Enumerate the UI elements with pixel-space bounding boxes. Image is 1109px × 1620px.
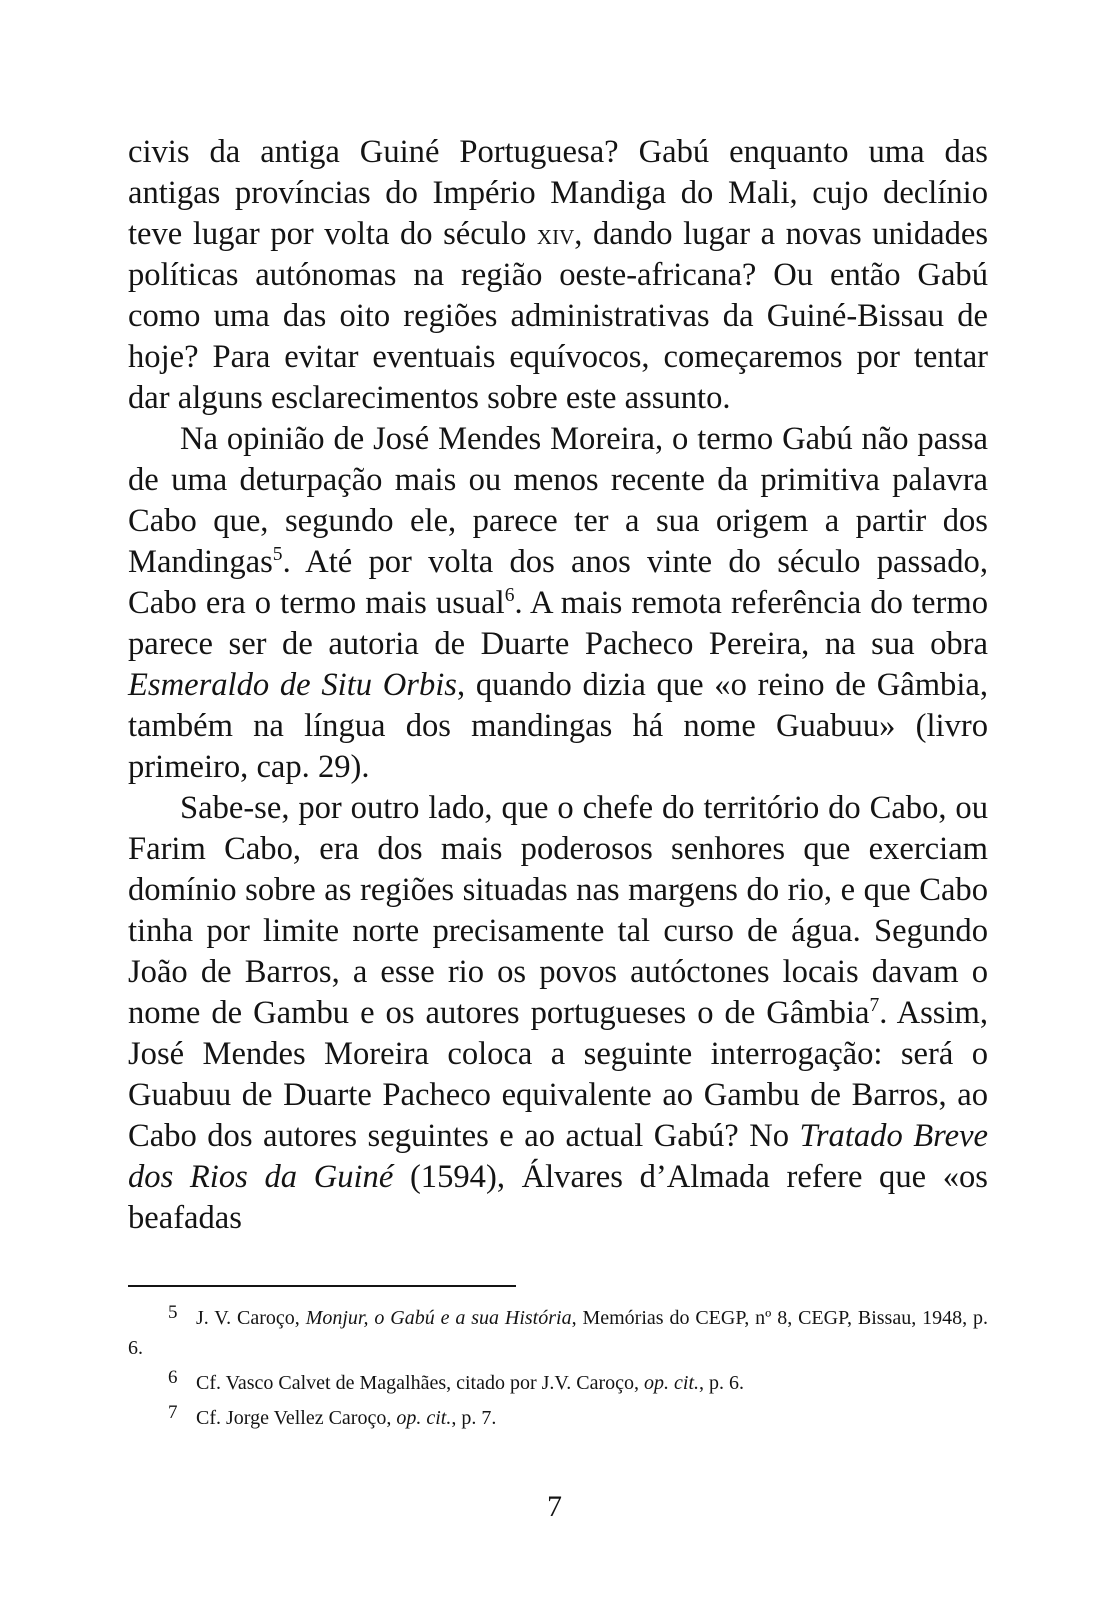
footnote-5: 5 J. V. Caroço, Monjur, o Gabú e a sua História, Memórias do CEGP, nº 8, CEGP, Bissau, 1948, p. 6. xyxy=(128,1298,988,1363)
book-title: Tratado Breve dos Rios da Guiné xyxy=(128,1118,988,1195)
paragraph-2: Na opinião de José Mendes Moreira, o termo Gabú não passa de uma deturpação mais ou menos recente da primitiva palavra Cabo que, segundo ele, parece ter a sua origem a partir dos Mandingas$^5$. Até por volta dos anos vinte do século passado, Cabo era o termo mais usual$^6$. A mais remota referência do termo parece ser de autoria de Duarte Pacheco Pereira, na sua obra Esmeraldo de Situ Orbis, quando dizia que «o reino de Gâmbia, também na língua dos mandingas há nome Guabuu» (livro primeiro, cap. 29). xyxy=(128,421,989,785)
footnote-divider xyxy=(128,1285,516,1287)
footnote-6: 6 Cf. Vasco Calvet de Magalhães, citado por J.V. Caroço, op. cit., p. 6. xyxy=(128,1363,988,1398)
paragraph-3: Sabe-se, por outro lado, que o chefe do território do Cabo, ou Farim Cabo, era dos mais poderosos senhores que exerciam domínio sobre as regiões situadas nas margens do rio, e que Cabo tinha por limite norte precisamente tal curso de água. Segundo João de Barros, a esse rio os povos autóctones locais davam o nome de Gambu e os autores portugueses o de Gâmbia$^7$. Assim, José Mendes Moreira coloca a seguinte interrogação: será o Guabuu de Duarte Pacheco equivalente ao Gambu de Barros, ao Cabo dos autores seguintes e ao actual Gabú? No Tratado Breve dos Rios da Guiné (1594), Álvares d’Almada refere que «os beafadas xyxy=(128,790,988,1236)
footnote-ref-7[interactable]: 7 xyxy=(869,995,880,1017)
century-numeral: xiv xyxy=(536,218,575,251)
footnote-7: 7 Cf. Jorge Vellez Caroço, op. cit., p. 7. xyxy=(128,1398,988,1433)
page-number: 7 xyxy=(547,1490,562,1523)
footnote-number: 6 xyxy=(168,1367,178,1388)
footnote-number: 5 xyxy=(168,1302,178,1323)
paragraph-1: civis da antiga Guiné Portuguesa? Gabú enquanto uma das antigas províncias do Império Mandiga do Mali, cujo declínio teve lugar por volta do século xiv, dando lugar a novas unidades políticas autónomas na região oeste-africana? Ou então Gabú como uma das oito regiões administrativas da Guiné-Bissau de hoje? Para evitar eventuais equívocos, começaremos por tentar dar alguns esclarecimentos sobre este assunto. xyxy=(128,134,989,416)
footnote-number: 7 xyxy=(168,1402,178,1423)
body-text xyxy=(128,132,988,1239)
footnote-ref-6[interactable]: 6 xyxy=(504,585,515,607)
footnote-ref-5[interactable]: 5 xyxy=(272,544,283,566)
footnotes xyxy=(128,1298,988,1433)
book-title: Esmeraldo de Situ Orbis xyxy=(128,667,457,703)
